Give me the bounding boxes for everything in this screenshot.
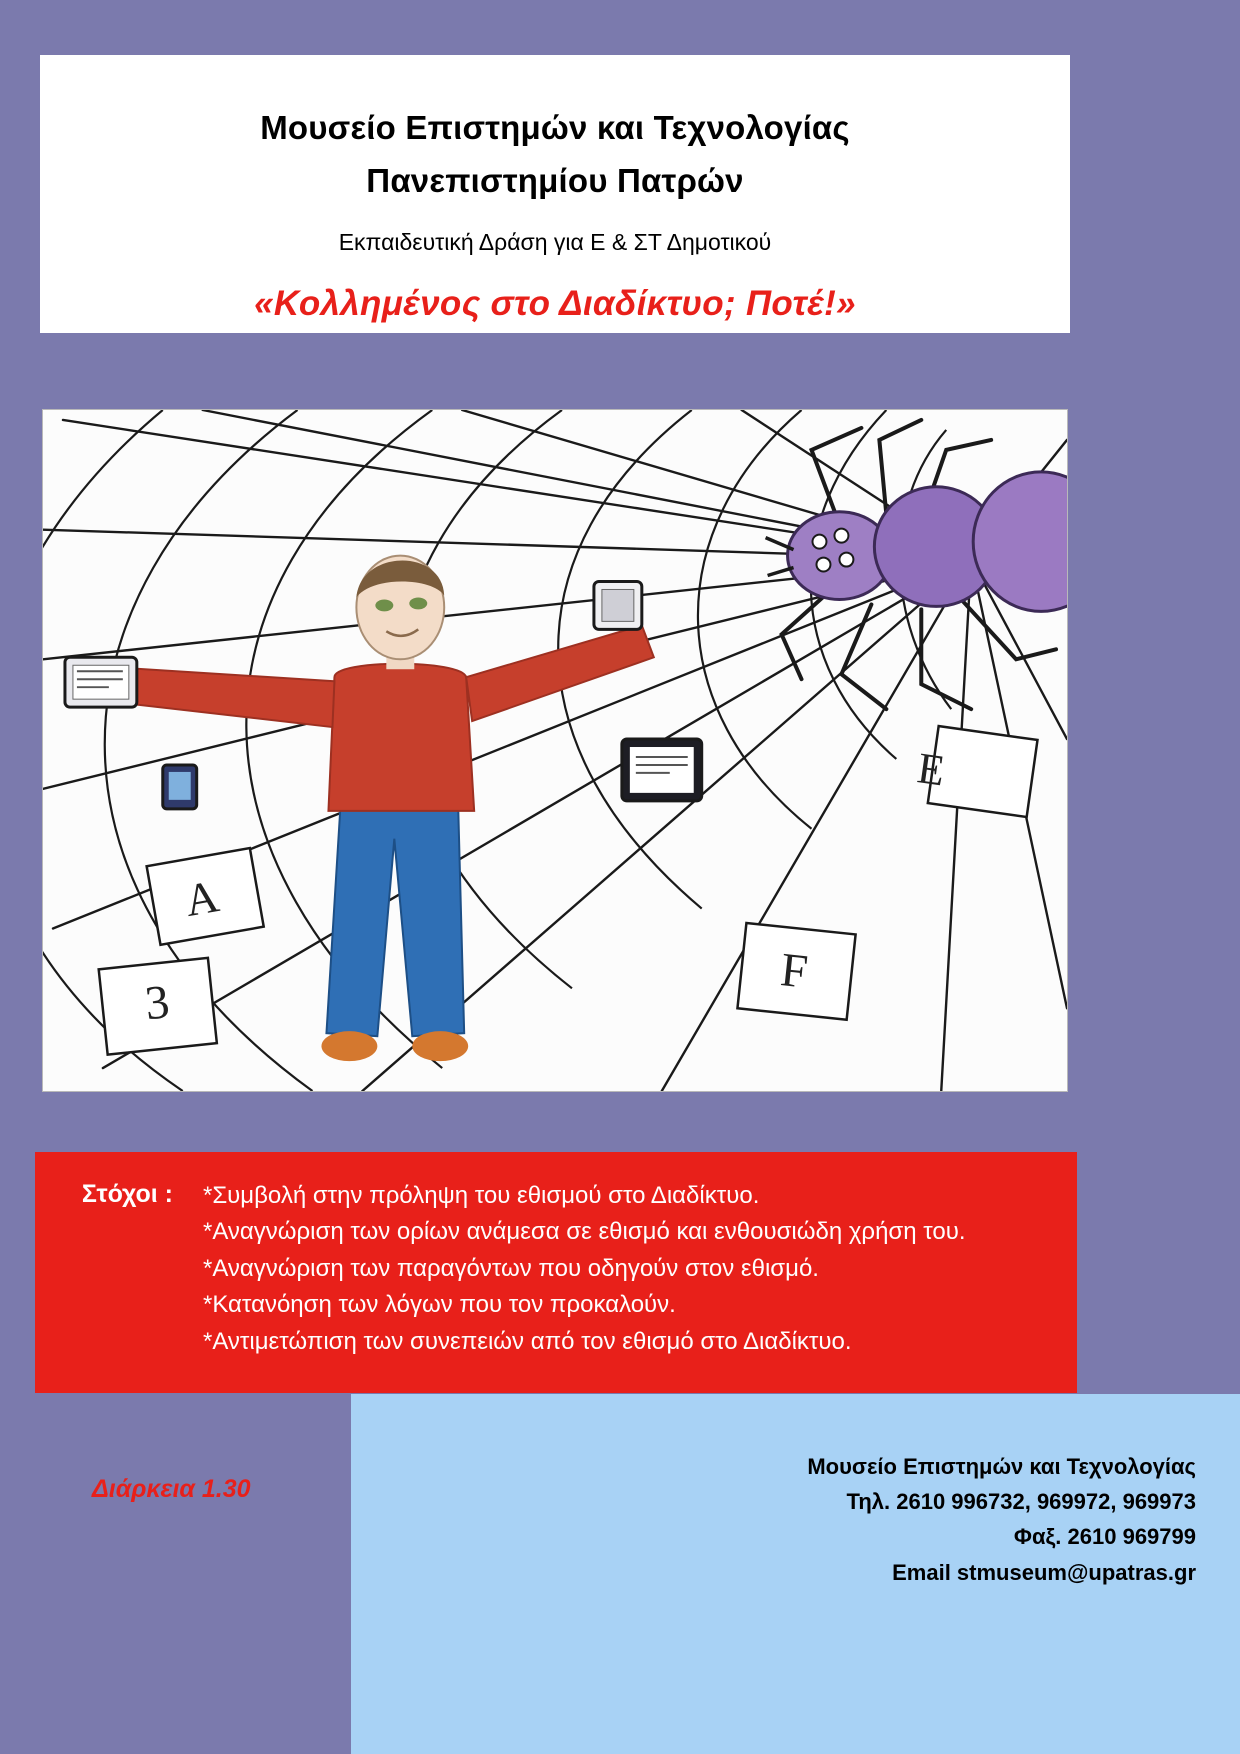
web-letter-f: [737, 923, 855, 1020]
web-letter-3: [99, 958, 217, 1055]
contact-phone: Τηλ. 2610 996732, 969972, 969973: [846, 1489, 1196, 1515]
device-tablet-left: [65, 657, 137, 707]
device-phone-left: [163, 765, 197, 809]
illustration: [42, 409, 1068, 1092]
goal-item: *Αναγνώριση των ορίων ανάμεσα σε εθισμό και ενθουσιώδη χρήση του.: [203, 1218, 966, 1246]
contact-panel: [351, 1394, 1240, 1754]
contact-organization: Μουσείο Επιστημών και Τεχνολογίας: [807, 1454, 1196, 1479]
contact-fax: Φαξ. 2610 969799: [1013, 1524, 1196, 1550]
header-subtitle: Εκπαιδευτική Δράση για Ε & ΣΤ Δημοτικού: [338, 228, 772, 255]
goal-item: *Αντιμετώπιση των συνεπειών από τον εθισμό στο Διαδίκτυο.: [203, 1327, 852, 1355]
goals-label: Στόχοι :: [81, 1180, 173, 1208]
header-headline: «Κολλημένος στο Διαδίκτυο; Ποτέ!»: [254, 284, 856, 324]
goal-item: *Συμβολή στην πρόληψη του εθισμού στο Διαδίκτυο.: [203, 1182, 760, 1209]
svg-text:E: E: [914, 744, 948, 796]
web-letter-a: [147, 848, 264, 945]
goals-list: [185, 1178, 1077, 1360]
duration-label: Διάρκεια 1.30: [92, 1475, 251, 1503]
contact-email: Email stmuseum@upatras.gr: [892, 1559, 1196, 1585]
device-phone-top: [594, 581, 642, 629]
svg-text:A: A: [180, 870, 223, 927]
page-title: [40, 101, 1070, 208]
goal-item: *Κατανόηση των λόγων που τον προκαλούν.: [203, 1291, 676, 1319]
header-panel: [40, 55, 1070, 333]
svg-text:3: 3: [142, 975, 172, 1031]
device-tablet-right: [622, 739, 702, 801]
svg-text:F: F: [778, 943, 811, 999]
goal-item: *Αναγνώριση των παραγόντων που οδηγούν στον εθισμό.: [203, 1254, 819, 1282]
title-line-2: Πανεπιστημίου Πατρών: [366, 162, 744, 200]
goals-panel: [35, 1152, 1077, 1393]
title-line-1: Μουσείο Επιστημών και Τεχνολογίας: [260, 109, 850, 146]
spider-web-drawing: [43, 410, 1067, 1091]
